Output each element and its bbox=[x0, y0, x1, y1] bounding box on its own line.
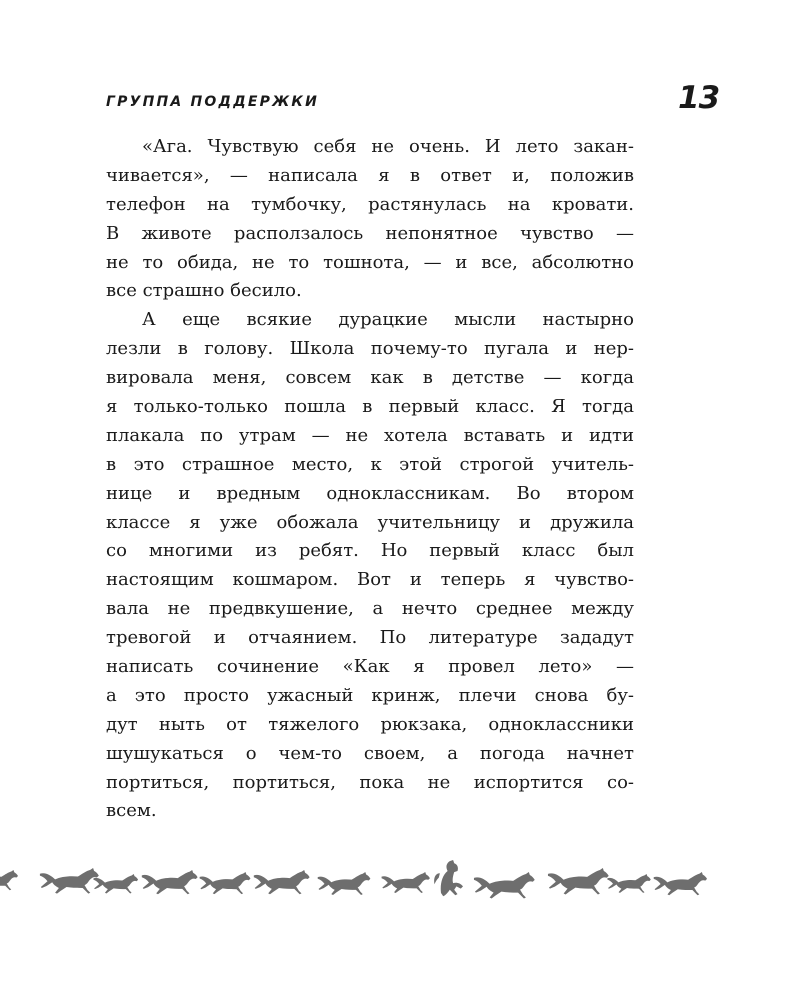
text-line: не то обида, не то тошнота, — и все, абсолютно bbox=[106, 251, 634, 273]
text-line: А еще всякие дурацкие мысли настырно bbox=[142, 309, 634, 331]
text-line: чивается», — написала я в ответ и, положив bbox=[106, 164, 634, 186]
text-line: в это страшное место, к этой строгой учитель- bbox=[106, 453, 634, 475]
text-line: «Ага. Чувствую себя не очень. И лето закан- bbox=[142, 136, 634, 157]
text-line: тревогой и отчаянием. По литературе зададут bbox=[106, 627, 634, 649]
text-line: портиться, портиться, пока не испортится со- bbox=[106, 771, 634, 793]
text-line: я только-только пошла в первый класс. Я тогда bbox=[106, 396, 634, 418]
text-line: а это просто ужасный кринж, плечи снова бу- bbox=[106, 684, 634, 706]
text-line: шушукаться о чем-то своем, а погода начнет bbox=[106, 742, 634, 764]
text-line: все страшно бесило. bbox=[106, 280, 302, 302]
text-line: всем. bbox=[106, 800, 157, 822]
text-line: лезли в голову. Школа почему-то пугала и нер- bbox=[106, 338, 634, 360]
text-line: классе я уже обожала учительницу и дружила bbox=[106, 511, 634, 533]
running-horses-icon bbox=[0, 850, 800, 910]
text-line: со многими из ребят. Но первый класс был bbox=[106, 540, 634, 562]
page-number: 13 bbox=[678, 80, 720, 116]
text-line: написать сочинение «Как я провел лето» — bbox=[106, 656, 634, 678]
text-line: дут ныть от тяжелого рюкзака, одноклассники bbox=[106, 713, 634, 735]
text-line: настоящим кошмаром. Вот и теперь я чувство- bbox=[106, 569, 634, 591]
running-head: ГРУППА ПОДДЕРЖКИ bbox=[106, 94, 319, 110]
body-text bbox=[106, 133, 634, 826]
text-line: вала не предвкушение, а нечто среднее между bbox=[106, 598, 634, 620]
text-line: нице и вредным одноклассникам. Во втором bbox=[106, 482, 634, 504]
text-line: плакала по утрам — не хотела вставать и идти bbox=[106, 424, 634, 446]
text-line: В животе расползалось непонятное чувство — bbox=[106, 222, 634, 244]
text-line: вировала меня, совсем как в детстве — когда bbox=[106, 367, 634, 389]
text-line: телефон на тумбочку, растянулась на кровати. bbox=[106, 193, 634, 215]
